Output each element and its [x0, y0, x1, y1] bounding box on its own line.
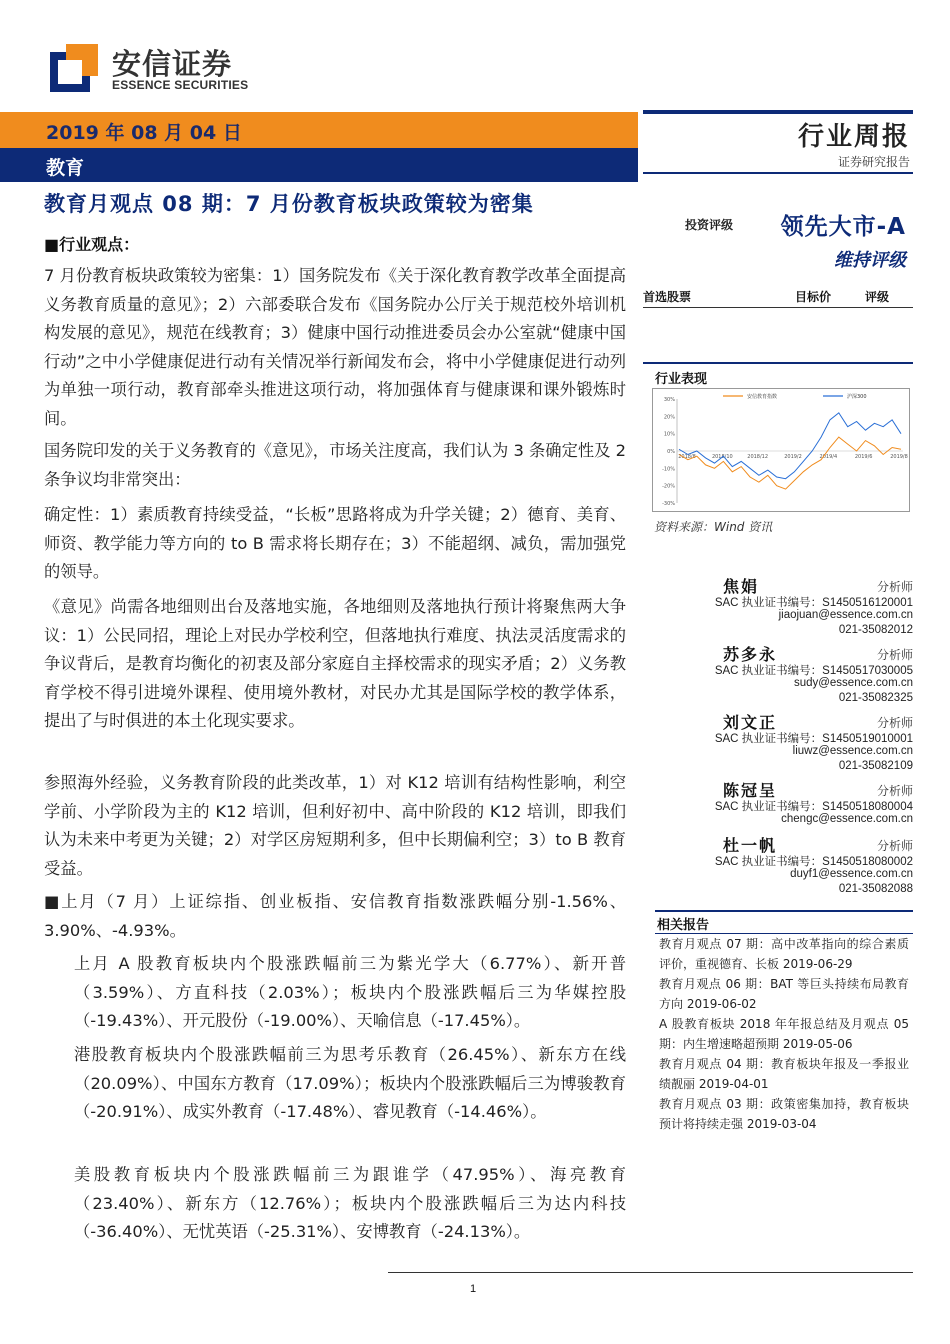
- analyst-card: [643, 833, 913, 895]
- performance-title: 行业表现: [655, 372, 708, 387]
- body-paragraph: 确定性：1）素质教育持续受益，“长板”思路将成为升学关键；2）德育、美育、师资、教学能力等方向的 to B 需求将长期存在；3）不能超纲、减负，需加强党的领导。: [44, 505, 626, 581]
- report-subtitle: 证券研究报告: [837, 155, 910, 169]
- related-reports-list: [659, 934, 909, 1134]
- analyst-email[interactable]: sudy@essence.com.cn: [793, 677, 913, 689]
- analyst-phone: 021-35082325: [838, 692, 913, 704]
- analyst-role: 分析师: [876, 784, 913, 798]
- y-tick-label: 10%: [663, 431, 675, 438]
- analyst-email[interactable]: liuwz@essence.com.cn: [792, 745, 913, 757]
- related-report-item[interactable]: A 股教育板块 2018 年年报总结及月观点 05 期：内生增速略超预期 2019-05-06: [659, 1017, 909, 1051]
- analyst-name: 陈冠呈: [723, 781, 778, 800]
- related-reports-title: 相关报告: [657, 918, 710, 933]
- analyst-name: 苏多永: [723, 645, 778, 664]
- series-line-csi300: [679, 413, 901, 479]
- analyst-phone: 021-35082109: [838, 760, 913, 772]
- analyst-email[interactable]: chengc@essence.com.cn: [781, 813, 913, 825]
- divider: [655, 910, 913, 912]
- report-type: 行业周报: [797, 122, 910, 152]
- series-line-education-index: [679, 437, 901, 489]
- y-tick-label: 30%: [663, 397, 675, 403]
- analyst-phone: 021-35082012: [838, 624, 913, 636]
- stock-col-name: 首选股票: [643, 290, 692, 304]
- stock-col-rating: 评级: [865, 290, 890, 304]
- x-tick-label: 2019/8: [890, 454, 908, 460]
- x-tick-label: 2019/2: [784, 454, 802, 460]
- analyst-name: 刘文正: [723, 713, 778, 732]
- body-paragraph: 《意见》尚需各地细则出台及落地实施，各地细则及落地执行预计将聚焦两大争议：1）公民同招，理论上对民办学校利空，但落地执行难度、执法灵活度需求的争议背后，是教育均衡化的初衷及部分家庭自主择校需求的现实矛盾；2）义务教育学校不得引进境外课程、使用境外教材，对民办尤其是国际学校的教学体系，提出了与时俱进的本土化现实要求。: [44, 597, 626, 730]
- y-tick-label: 0%: [667, 449, 675, 455]
- industry-band: [0, 148, 638, 182]
- related-report-item[interactable]: 教育月观点 06 期：BAT 等巨头持续布局教育方向 2019-06-02: [659, 977, 909, 1011]
- analyst-cert: SAC 执业证书编号：S1450518080004: [714, 801, 913, 813]
- analyst-role: 分析师: [876, 716, 913, 730]
- analyst-cert: SAC 执业证书编号：S1450518080002: [714, 856, 913, 868]
- performance-chart: [652, 388, 910, 512]
- body-paragraph: 7 月份教育板块政策较为密集：1）国务院发布《关于深化教育教学改革全面提高义务教育质量的意见》；2）六部委联合发布《国务院办公厅关于规范校外培训机构发展的意见》，规范在线教育；3）健康中国行动推进委员会办公室就“健康中国行动”之中小学健康促进行动有关情况举行新闻发布会，将中小学健康促进行动列为单独一项行动，教育部牵头推进这项行动，将加强体育与健康课和课外锻炼时间。: [44, 266, 626, 428]
- analyst-name: 杜一帆: [723, 836, 778, 855]
- body-paragraph: 国务院印发的关于义务教育的《意见》，市场关注度高，我们认为 3 条确定性及 2 条争议均非常突出：: [44, 441, 626, 489]
- analyst-email[interactable]: duyf1@essence.com.cn: [790, 868, 913, 880]
- rating-action: 维持评级: [834, 250, 906, 271]
- industry-label: 教育: [46, 157, 85, 179]
- logo-mark-icon: [50, 44, 98, 92]
- analyst-role: 分析师: [876, 580, 913, 594]
- analyst-card: [643, 778, 913, 826]
- analyst-card: [643, 574, 913, 636]
- analyst-card: [643, 642, 913, 704]
- section-heading: ■行业观点：: [44, 235, 140, 254]
- y-tick-label: 20%: [663, 414, 675, 421]
- analyst-phone: 021-35082088: [838, 883, 913, 895]
- related-report-item[interactable]: 教育月观点 03 期：政策密集加持，教育板块预计将持续走强 2019-03-04: [659, 1097, 909, 1131]
- y-tick-label: -10%: [662, 466, 675, 473]
- sub-paragraph: 美股教育板块内个股涨跌幅前三为跟谁学（47.95%）、海亮教育（23.40%）、新东方（12.76%）；板块内个股涨跌幅后三为达内科技（-36.40%）、无忧英语（-25.31%）、安博教育（-24.13%）。: [74, 1165, 626, 1241]
- y-tick-label: -30%: [662, 501, 675, 507]
- y-tick-label: -20%: [662, 483, 675, 490]
- x-tick-label: 2018/12: [747, 454, 769, 460]
- analyst-cert: SAC 执业证书编号：S1450517030005: [714, 665, 913, 677]
- company-logo: [50, 40, 290, 96]
- body-paragraph: ■上月（7 月）上证综指、创业板指、安信教育指数涨跌幅分别-1.56%、3.90%、-4.93%。: [44, 892, 626, 940]
- related-report-item[interactable]: 教育月观点 04 期：教育板块年报及一季报业绩靓丽 2019-04-01: [659, 1057, 909, 1091]
- company-name-cn: 安信证券: [112, 47, 233, 81]
- rating-value: 领先大市-A: [780, 214, 906, 240]
- page-number: 1: [470, 1283, 477, 1295]
- x-tick-label: 2018/8: [678, 454, 696, 460]
- related-report-item[interactable]: 教育月观点 07 期：高中改革指向的综合素质评价，重视德育、长板 2019-06-29: [659, 937, 909, 971]
- legend-label: 沪深300: [847, 394, 867, 400]
- analyst-role: 分析师: [876, 839, 913, 853]
- performance-chart-svg: [653, 389, 909, 511]
- analyst-cert: SAC 执业证书编号：S1450516120001: [714, 597, 913, 609]
- analyst-card: [643, 710, 913, 772]
- analyst-cert: SAC 执业证书编号：S1450519010001: [714, 733, 913, 745]
- divider: [643, 172, 913, 174]
- chart-source: 资料来源：Wind 资讯: [654, 520, 773, 534]
- sub-paragraph: 港股教育板块内个股涨跌幅前三为思考乐教育（26.45%）、新东方在线（20.09%）、中国东方教育（17.09%）；板块内个股涨跌幅后三为博骏教育（-20.91%）、成实外教育（-17.48%）、睿见教育（-14.46%）。: [74, 1045, 626, 1121]
- sub-paragraph: 上月 A 股教育板块内个股涨跌幅前三为紫光学大（6.77%）、新开普（3.59%）、方直科技（2.03%）；板块内个股涨跌幅后三为华媒控股（-19.43%）、开元股份（-19.00%）、天喻信息（-17.45%）。: [74, 954, 626, 1030]
- x-tick-label: 2019/4: [819, 454, 838, 460]
- report-date: 2019 年 08 月 04 日: [46, 122, 242, 144]
- footer-divider: [388, 1272, 913, 1273]
- legend-label: 安信教育指数: [747, 394, 778, 400]
- report-title: 教育月观点 08 期：7 月份教育板块政策较为密集: [44, 192, 534, 216]
- analyst-role: 分析师: [876, 648, 913, 662]
- divider: [643, 110, 913, 114]
- company-name-en: ESSENCE SECURITIES: [112, 78, 249, 92]
- analyst-email[interactable]: jiaojuan@essence.com.cn: [778, 609, 913, 621]
- stock-col-target: 目标价: [795, 290, 832, 304]
- stock-table-header: [643, 288, 913, 308]
- x-tick-label: 2019/6: [854, 454, 873, 460]
- analyst-name: 焦娟: [723, 577, 760, 596]
- body-paragraph: 参照海外经验，义务教育阶段的此类改革，1）对 K12 培训有结构性影响，利空学前、小学阶段为主的 K12 培训，但利好初中、高中阶段的 K12 培训，即我们认为未来中考更为关键；2）对学区房短期利多，但中长期偏利空；3）to B 教育受益。: [44, 773, 626, 878]
- x-tick-label: 2018/10: [711, 454, 733, 460]
- rating-label: 投资评级: [685, 218, 734, 232]
- date-band: [0, 112, 638, 148]
